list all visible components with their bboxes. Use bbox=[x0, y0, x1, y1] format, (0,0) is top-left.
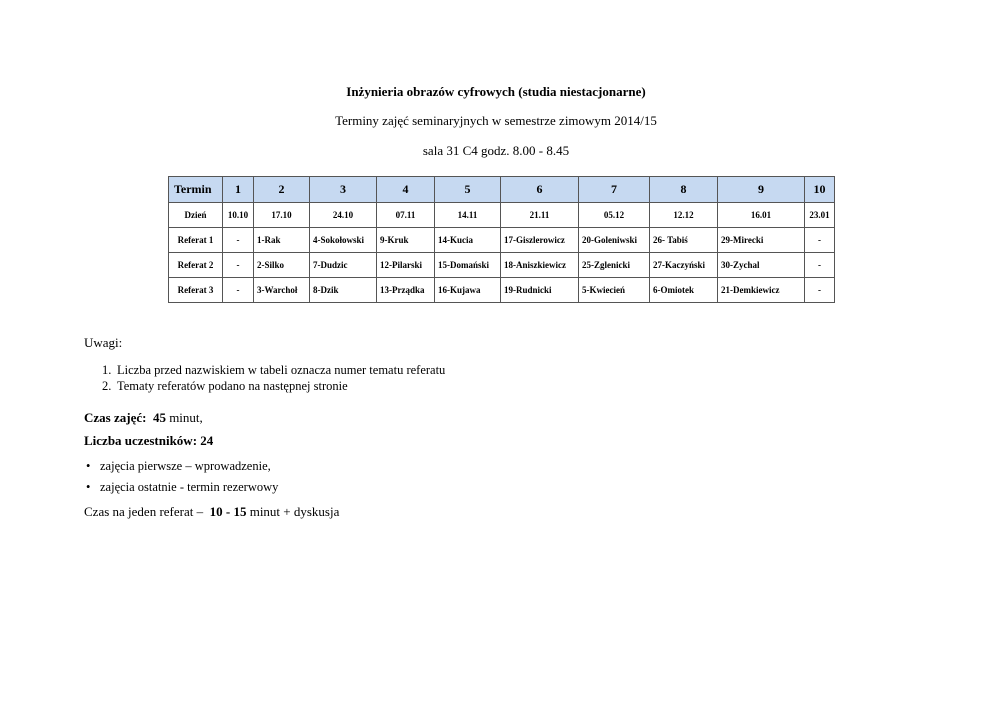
table-cell: 4-Sokołowski bbox=[310, 228, 377, 253]
table-row bbox=[169, 253, 835, 278]
bullet-icon: • bbox=[86, 459, 91, 473]
table-cell: 24.10 bbox=[310, 203, 377, 228]
report-prefix: Czas na jeden referat – bbox=[84, 504, 204, 519]
table-cell: 18-Aniszkiewicz bbox=[501, 253, 579, 278]
header-cell: 6 bbox=[501, 177, 579, 203]
table-cell: 7-Dudzic bbox=[310, 253, 377, 278]
table-cell: 23.01 bbox=[805, 203, 835, 228]
table-cell: - bbox=[223, 278, 254, 303]
header-cell: 8 bbox=[650, 177, 718, 203]
table-cell: 16-Kujawa bbox=[435, 278, 501, 303]
table-cell: - bbox=[805, 228, 835, 253]
row-label: Referat 2 bbox=[169, 253, 223, 278]
table-cell: 14-Kucia bbox=[435, 228, 501, 253]
table-cell: - bbox=[223, 253, 254, 278]
list-text: Tematy referatów podano na następnej stronie bbox=[117, 379, 348, 393]
header-cell: 2 bbox=[254, 177, 310, 203]
schedule-table bbox=[168, 176, 835, 303]
row-label: Referat 3 bbox=[169, 278, 223, 303]
table-cell: 19-Rudnicki bbox=[501, 278, 579, 303]
table-cell: 27-Kaczyński bbox=[650, 253, 718, 278]
table-cell: 2-Silko bbox=[254, 253, 310, 278]
table-cell: 9-Kruk bbox=[377, 228, 435, 253]
header-cell: 10 bbox=[805, 177, 835, 203]
participant-count: Liczba uczestników: 24 bbox=[84, 433, 214, 448]
table-cell: 12.12 bbox=[650, 203, 718, 228]
table-cell: - bbox=[805, 278, 835, 303]
header-cell: 5 bbox=[435, 177, 501, 203]
list-number: 1. bbox=[102, 363, 112, 377]
table-row bbox=[169, 203, 835, 228]
table-cell: 6-Omiotek bbox=[650, 278, 718, 303]
document-title: Inżynieria obrazów cyfrowych (studia niestacjonarne) bbox=[346, 84, 646, 99]
table-cell: 16.01 bbox=[718, 203, 805, 228]
header-cell: 1 bbox=[223, 177, 254, 203]
row-label: Referat 1 bbox=[169, 228, 223, 253]
table-cell: - bbox=[223, 228, 254, 253]
report-suffix: minut + dyskusja bbox=[249, 504, 340, 519]
table-cell: 07.11 bbox=[377, 203, 435, 228]
header-cell: 7 bbox=[579, 177, 650, 203]
room-info: sala 31 C4 godz. 8.00 - 8.45 bbox=[422, 143, 570, 158]
document-subtitle: Terminy zajęć seminaryjnych w semestrze zimowym 2014/15 bbox=[335, 113, 657, 128]
table-cell: 20-Goleniwski bbox=[579, 228, 650, 253]
report-value: 10 - 15 bbox=[209, 504, 247, 519]
notes-list bbox=[84, 362, 445, 394]
bullet-list bbox=[84, 458, 278, 500]
list-item bbox=[84, 479, 278, 495]
row-label: Dzień bbox=[169, 203, 223, 228]
header-cell: 9 bbox=[718, 177, 805, 203]
table-cell: - bbox=[805, 253, 835, 278]
header-cell: 4 bbox=[377, 177, 435, 203]
table-cell: 21-Demkiewicz bbox=[718, 278, 805, 303]
table-cell: 5-Kwiecień bbox=[579, 278, 650, 303]
table-cell: 21.11 bbox=[501, 203, 579, 228]
list-item bbox=[84, 378, 445, 394]
table-cell: 15-Domański bbox=[435, 253, 501, 278]
bullet-icon: • bbox=[86, 480, 91, 494]
list-item bbox=[84, 458, 278, 474]
duration-label: Czas zajęć: bbox=[84, 410, 147, 425]
class-duration bbox=[84, 410, 203, 426]
table-cell: 26- Tabiś bbox=[650, 228, 718, 253]
table-cell: 29-Mirecki bbox=[718, 228, 805, 253]
table-cell: 17.10 bbox=[254, 203, 310, 228]
table-row bbox=[169, 228, 835, 253]
table-row bbox=[169, 278, 835, 303]
table-cell: 3-Warchoł bbox=[254, 278, 310, 303]
table-cell: 10.10 bbox=[223, 203, 254, 228]
table-cell: 30-Zychal bbox=[718, 253, 805, 278]
table-header-row bbox=[169, 177, 835, 203]
notes-label: Uwagi: bbox=[84, 335, 123, 350]
duration-value: 45 bbox=[152, 410, 166, 425]
list-text: zajęcia ostatnie - termin rezerwowy bbox=[100, 480, 279, 494]
list-number: 2. bbox=[102, 379, 112, 393]
table-cell: 05.12 bbox=[579, 203, 650, 228]
list-text: zajęcia pierwsze – wprowadzenie, bbox=[100, 459, 271, 473]
list-text: Liczba przed nazwiskiem w tabeli oznacza numer tematu referatu bbox=[117, 363, 446, 377]
table-cell: 25-Zglenicki bbox=[579, 253, 650, 278]
header-cell: 3 bbox=[310, 177, 377, 203]
header-cell: Termin bbox=[169, 177, 223, 203]
table-cell: 17-Giszlerowicz bbox=[501, 228, 579, 253]
table-cell: 13-Prządka bbox=[377, 278, 435, 303]
duration-unit: minut, bbox=[169, 410, 203, 425]
list-item bbox=[84, 362, 445, 378]
report-duration bbox=[84, 504, 339, 520]
table-cell: 14.11 bbox=[435, 203, 501, 228]
table-cell: 12-Pilarski bbox=[377, 253, 435, 278]
table-cell: 1-Rak bbox=[254, 228, 310, 253]
table-cell: 8-Dzik bbox=[310, 278, 377, 303]
